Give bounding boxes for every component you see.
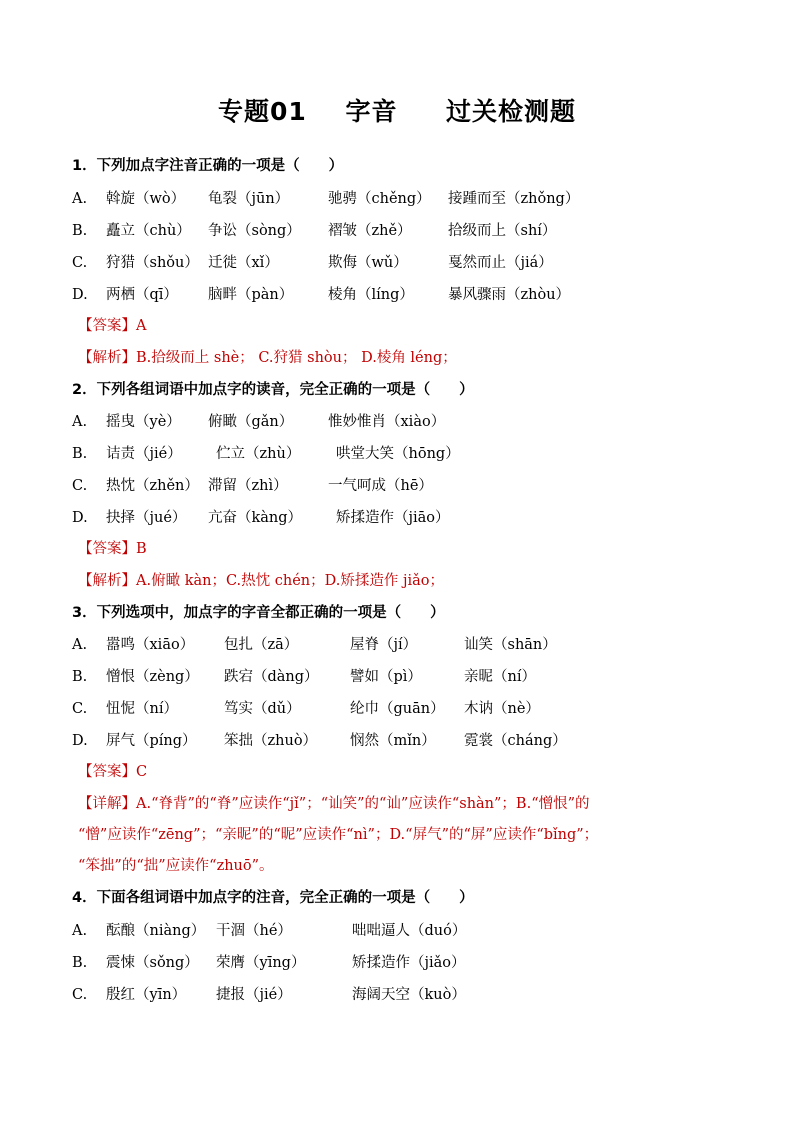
page-title: 专题01 字音 过关检测题 — [217, 97, 577, 126]
option-item: 亢奋（kàng） — [208, 510, 303, 526]
option-row — [72, 505, 450, 531]
option-row — [72, 918, 466, 944]
option-item: 欺侮（wǔ） — [328, 255, 408, 271]
question-stem: 1．下列加点字注音正确的一项是（ ） — [72, 158, 344, 174]
option-letter: A. — [72, 637, 88, 653]
option-item: 矫揉造作（jiǎo） — [352, 955, 466, 971]
option-item: 屏气（píng） — [106, 733, 197, 749]
option-item: 龟裂（jūn） — [208, 191, 290, 207]
option-item: 脑畔（pàn） — [208, 287, 294, 303]
option-item: 讪笑（shān） — [464, 637, 557, 653]
option-item: 矗立（chù） — [106, 223, 191, 239]
option-letter: C. — [72, 701, 88, 717]
question-stem: 3．下列选项中，加点字的字音全都正确的一项是（ ） — [72, 605, 445, 621]
option-item: 两栖（qī） — [106, 287, 178, 303]
answer-line — [78, 759, 147, 785]
option-row — [72, 473, 433, 499]
option-item: 诘责（jié） — [106, 446, 182, 462]
option-row — [72, 441, 460, 467]
option-item: 戛然而止（jiá） — [448, 255, 553, 271]
option-letter: D. — [72, 287, 88, 303]
option-letter: C. — [72, 987, 88, 1003]
answer-tag: 【答案】 — [78, 318, 136, 334]
option-row — [72, 250, 553, 276]
option-item: 抉择（jué） — [106, 510, 187, 526]
option-letter: B. — [72, 223, 88, 239]
option-item: 悯然（mǐn） — [350, 733, 436, 749]
option-letter: C. — [72, 478, 88, 494]
option-item: 屋脊（jí） — [350, 637, 418, 653]
option-item: 亲昵（ní） — [464, 669, 536, 685]
option-item: 狩猎（shǒu） — [106, 255, 199, 271]
explanation-tag: 【解析】 — [78, 573, 136, 589]
option-item: 笃实（dǔ） — [224, 701, 301, 717]
answer-line — [78, 536, 147, 562]
option-letter: D. — [72, 510, 88, 526]
option-item: 接踵而至（zhǒng） — [448, 191, 580, 207]
option-item: 荣膺（yīng） — [216, 955, 306, 971]
answer-value: B — [136, 541, 147, 557]
option-item: 伫立（zhù） — [216, 446, 301, 462]
option-item: 酝酿（niàng） — [106, 923, 206, 939]
explanation-text: A.“脊背”的“脊”应读作“jǐ”；“讪笑”的“讪”应读作“shàn”；B.“憎恨”的 — [136, 796, 590, 812]
option-letter: B. — [72, 446, 88, 462]
option-item: 摇曳（yè） — [106, 414, 181, 430]
option-item: 暴风骤雨（zhòu） — [448, 287, 571, 303]
option-letter: A. — [72, 414, 88, 430]
explanation-line: “憎”应读作“zēng”；“亲昵”的“昵”应读作“nì”；D.“屏气”的“屏”应读作“bǐng”； — [78, 827, 599, 843]
option-letter: D. — [72, 733, 88, 749]
option-item: 俯瞰（gǎn） — [208, 414, 294, 430]
option-item: 一气呵成（hē） — [328, 478, 433, 494]
option-item: 干涸（hé） — [216, 923, 292, 939]
option-item: 嚣鸣（xiāo） — [106, 637, 195, 653]
option-letter: A. — [72, 923, 88, 939]
option-letter: B. — [72, 955, 88, 971]
option-row — [72, 664, 536, 690]
option-item: 木讷（nè） — [464, 701, 540, 717]
option-item: 斡旋（wò） — [106, 191, 186, 207]
explanation-line — [78, 791, 590, 817]
option-item: 驰骋（chěng） — [328, 191, 431, 207]
option-letter: A. — [72, 191, 88, 207]
option-item: 迁徙（xǐ） — [208, 255, 279, 271]
option-item: 咄咄逼人（duó） — [352, 923, 467, 939]
option-row — [72, 728, 567, 754]
option-row — [72, 632, 557, 658]
option-letter: C. — [72, 255, 88, 271]
option-item: 譬如（pì） — [350, 669, 422, 685]
explanation-text: B.拾级而上 shè； C.狩猎 shòu； D.棱角 léng； — [136, 350, 457, 366]
question-stem: 2．下列各组词语中加点字的读音，完全正确的一项是（ ） — [72, 382, 474, 398]
option-item: 争讼（sòng） — [208, 223, 301, 239]
option-item: 笨拙（zhuò） — [224, 733, 318, 749]
option-item: 跌宕（dàng） — [224, 669, 319, 685]
option-row — [72, 186, 579, 212]
option-row — [72, 218, 556, 244]
option-row — [72, 409, 445, 435]
answer-value: A — [136, 318, 147, 334]
explanation-tag: 【详解】 — [78, 796, 136, 812]
explanation-line — [78, 345, 457, 371]
explanation-text: A.俯瞰 kàn；C.热忱 chén；D.矫揉造作 jiǎo； — [136, 573, 444, 589]
option-item: 包扎（zā） — [224, 637, 299, 653]
option-row — [72, 982, 466, 1008]
answer-tag: 【答案】 — [78, 541, 136, 557]
explanation-line — [78, 568, 444, 594]
option-item: 忸怩（ní） — [106, 701, 178, 717]
option-item: 滞留（zhì） — [208, 478, 288, 494]
option-row — [72, 282, 570, 308]
option-item: 殷红（yīn） — [106, 987, 187, 1003]
explanation-tag: 【解析】 — [78, 350, 136, 366]
answer-tag: 【答案】 — [78, 764, 136, 780]
option-item: 棱角（líng） — [328, 287, 414, 303]
option-row — [72, 696, 540, 722]
option-item: 震悚（sǒng） — [106, 955, 199, 971]
option-letter: B. — [72, 669, 88, 685]
option-item: 捷报（jié） — [216, 987, 292, 1003]
option-item: 海阔天空（kuò） — [352, 987, 466, 1003]
option-item: 霓裳（cháng） — [464, 733, 567, 749]
answer-line — [78, 313, 146, 339]
option-item: 热忱（zhěn） — [106, 478, 199, 494]
option-item: 纶巾（guān） — [350, 701, 445, 717]
option-item: 哄堂大笑（hōng） — [336, 446, 460, 462]
option-item: 褶皱（zhě） — [328, 223, 412, 239]
option-item: 憎恨（zèng） — [106, 669, 199, 685]
explanation-line: “笨拙”的“拙”应读作“zhuō”。 — [78, 858, 274, 874]
answer-value: C — [136, 764, 148, 780]
option-item: 惟妙惟肖（xiào） — [328, 414, 446, 430]
option-item: 拾级而上（shí） — [448, 223, 557, 239]
question-stem: 4．下面各组词语中加点字的注音，完全正确的一项是（ ） — [72, 890, 474, 906]
option-row — [72, 950, 466, 976]
option-item: 矫揉造作（jiāo） — [336, 510, 450, 526]
